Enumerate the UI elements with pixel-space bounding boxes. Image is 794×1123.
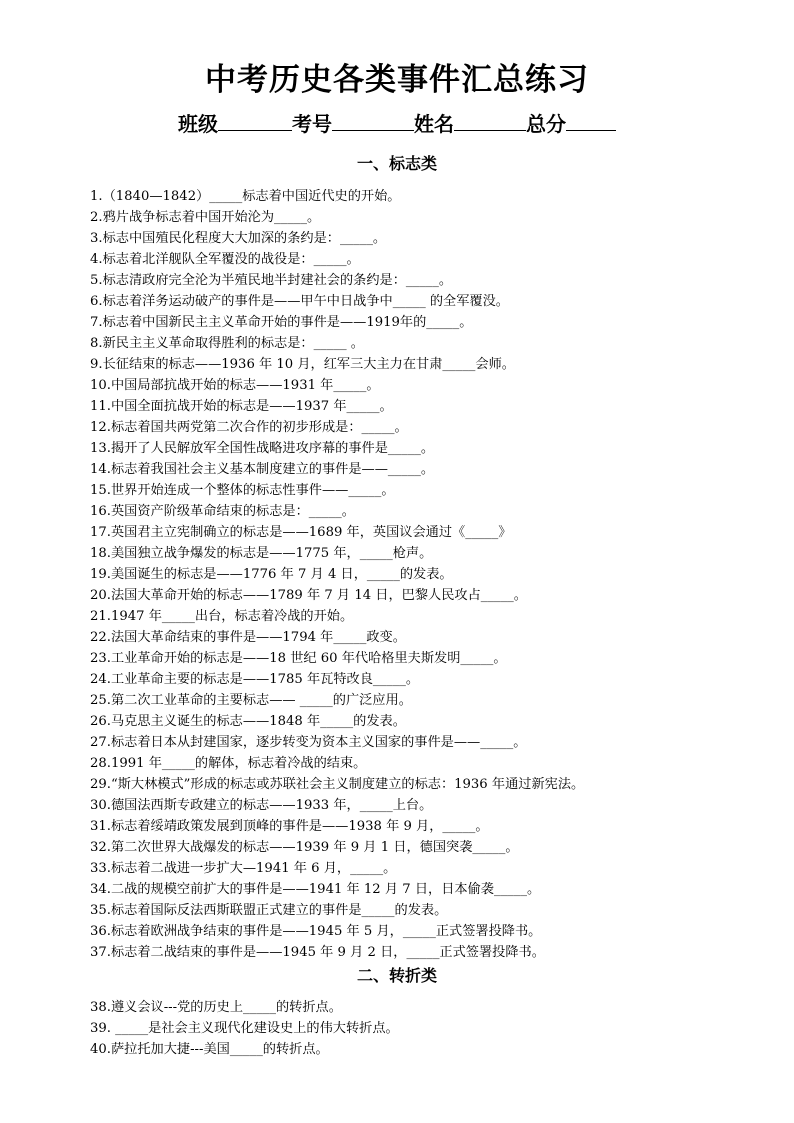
question-item: 26.马克思主义诞生的标志——1848 年_____的发表。 — [90, 714, 406, 729]
question-item: 35.标志着国际反法西斯联盟正式建立的事件是_____的发表。 — [90, 903, 448, 918]
question-item: 18.美国独立战争爆发的标志是——1775 年，_____枪声。 — [90, 546, 433, 561]
question-item: 32.第二次世界大战爆发的标志——1939 年 9 月 1 日，德国突袭_____。 — [90, 840, 519, 855]
question-item: 22.法国大革命结束的事件是——1794 年_____政变。 — [90, 630, 406, 645]
question-item: 20.法国大革命开始的标志——1789 年 7 月 14 日，巴黎人民攻占_____。 — [90, 588, 527, 603]
question-item: 4.标志着北洋舰队全军覆没的战役是：_____。 — [90, 252, 360, 267]
section-heading-marks: 一、标志类 — [356, 154, 437, 173]
question-item: 7.标志着中国新民主主义革命开始的事件是——1919年的_____。 — [90, 315, 473, 330]
question-item: 37.标志着二战结束的事件是——1945 年 9 月 2 日，_____正式签署投降书。 — [90, 945, 545, 960]
question-item: 28.1991 年_____的解体，标志着冷战的结束。 — [90, 756, 367, 771]
question-item: 3.标志中国殖民化程度大大加深的条约是：_____。 — [90, 231, 387, 246]
score-label: 总分 — [526, 112, 566, 136]
question-item: 11.中国全面抗战开始的标志是——1937 年_____。 — [90, 399, 393, 414]
question-item: 14.标志着我国社会主义基本制度建立的事件是——_____。 — [90, 462, 435, 477]
name-blank[interactable] — [454, 112, 526, 131]
question-item: 36.标志着欧洲战争结束的事件是——1945 年 5 月，_____正式签署投降书。 — [90, 924, 542, 939]
question-item: 13.揭开了人民解放军全国性战略进攻序幕的事件是_____。 — [90, 441, 435, 456]
question-item: 12.标志着国共两党第二次合作的初步形成是：_____。 — [90, 420, 408, 435]
question-item: 1.（1840—1842）_____标志着中国近代史的开始。 — [90, 189, 401, 204]
question-item: 38.遵义会议---党的历史上_____的转折点。 — [90, 1000, 342, 1015]
question-item: 33.标志着二战进一步扩大—1941 年 6 月，_____。 — [90, 861, 397, 876]
marks-question-list — [90, 186, 780, 963]
question-item: 10.中国局部抗战开始的标志——1931 年_____。 — [90, 378, 380, 393]
question-item: 16.英国资产阶级革命结束的标志是：_____。 — [90, 504, 355, 519]
question-item: 5.标志清政府完全沦为半殖民地半封建社会的条约是：_____。 — [90, 273, 453, 288]
section-heading-turning-points: 二、转折类 — [356, 966, 437, 985]
student-info-line — [0, 110, 794, 138]
class-blank[interactable] — [218, 112, 292, 131]
question-item: 17.英国君主立宪制确立的标志是——1689 年，英国议会通过《_____》 — [90, 525, 512, 540]
question-item: 8.新民主主义革命取得胜利的标志是：_____ 。 — [90, 336, 364, 351]
question-item: 29.“斯大林模式”形成的标志或苏联社会主义制度建立的标志：1936 年通过新宪法。 — [90, 777, 585, 792]
question-item: 24.工业革命主要的标志是——1785 年瓦特改良_____。 — [90, 672, 420, 687]
turning-points-question-list — [90, 997, 780, 1060]
question-item: 23.工业革命开始的标志是——18 世纪 60 年代哈格里夫斯发明_____。 — [90, 651, 507, 666]
question-item: 2.鸦片战争标志着中国开始沦为_____。 — [90, 210, 321, 225]
question-item: 19.美国诞生的标志是——1776 年 7 月 4 日，_____的发表。 — [90, 567, 453, 582]
question-item: 30.德国法西斯专政建立的标志——1933 年，_____上台。 — [90, 798, 433, 813]
question-item: 25.第二次工业革命的主要标志—— _____的广泛应用。 — [90, 693, 412, 708]
question-item: 40.萨拉托加大捷---美国_____的转折点。 — [90, 1042, 329, 1057]
question-item: 31.标志着绥靖政策发展到顶峰的事件是——1938 年 9 月，_____。 — [90, 819, 489, 834]
number-label: 考号 — [292, 112, 332, 136]
question-item: 27.标志着日本从封建国家，逐步转变为资本主义国家的事件是——_____。 — [90, 735, 527, 750]
question-item: 6.标志着洋务运动破产的事件是——甲午中日战争中_____ 的全军覆没。 — [90, 294, 509, 309]
question-item: 39. _____是社会主义现代化建设史上的伟大转折点。 — [90, 1021, 399, 1036]
question-item: 34.二战的规模空前扩大的事件是——1941 年 12 月 7 日，日本偷袭_____。 — [90, 882, 541, 897]
score-blank[interactable] — [566, 112, 616, 131]
page-title: 中考历史各类事件汇总练习 — [205, 62, 589, 98]
question-item: 15.世界开始连成一个整体的标志性事件——_____。 — [90, 483, 395, 498]
question-item: 21.1947 年_____出台，标志着冷战的开始。 — [90, 609, 354, 624]
number-blank[interactable] — [332, 112, 414, 131]
class-label: 班级 — [178, 112, 218, 136]
name-label: 姓名 — [414, 112, 454, 136]
question-item: 9.长征结束的标志——1936 年 10 月，红军三大主力在甘肃_____会师。 — [90, 357, 515, 372]
